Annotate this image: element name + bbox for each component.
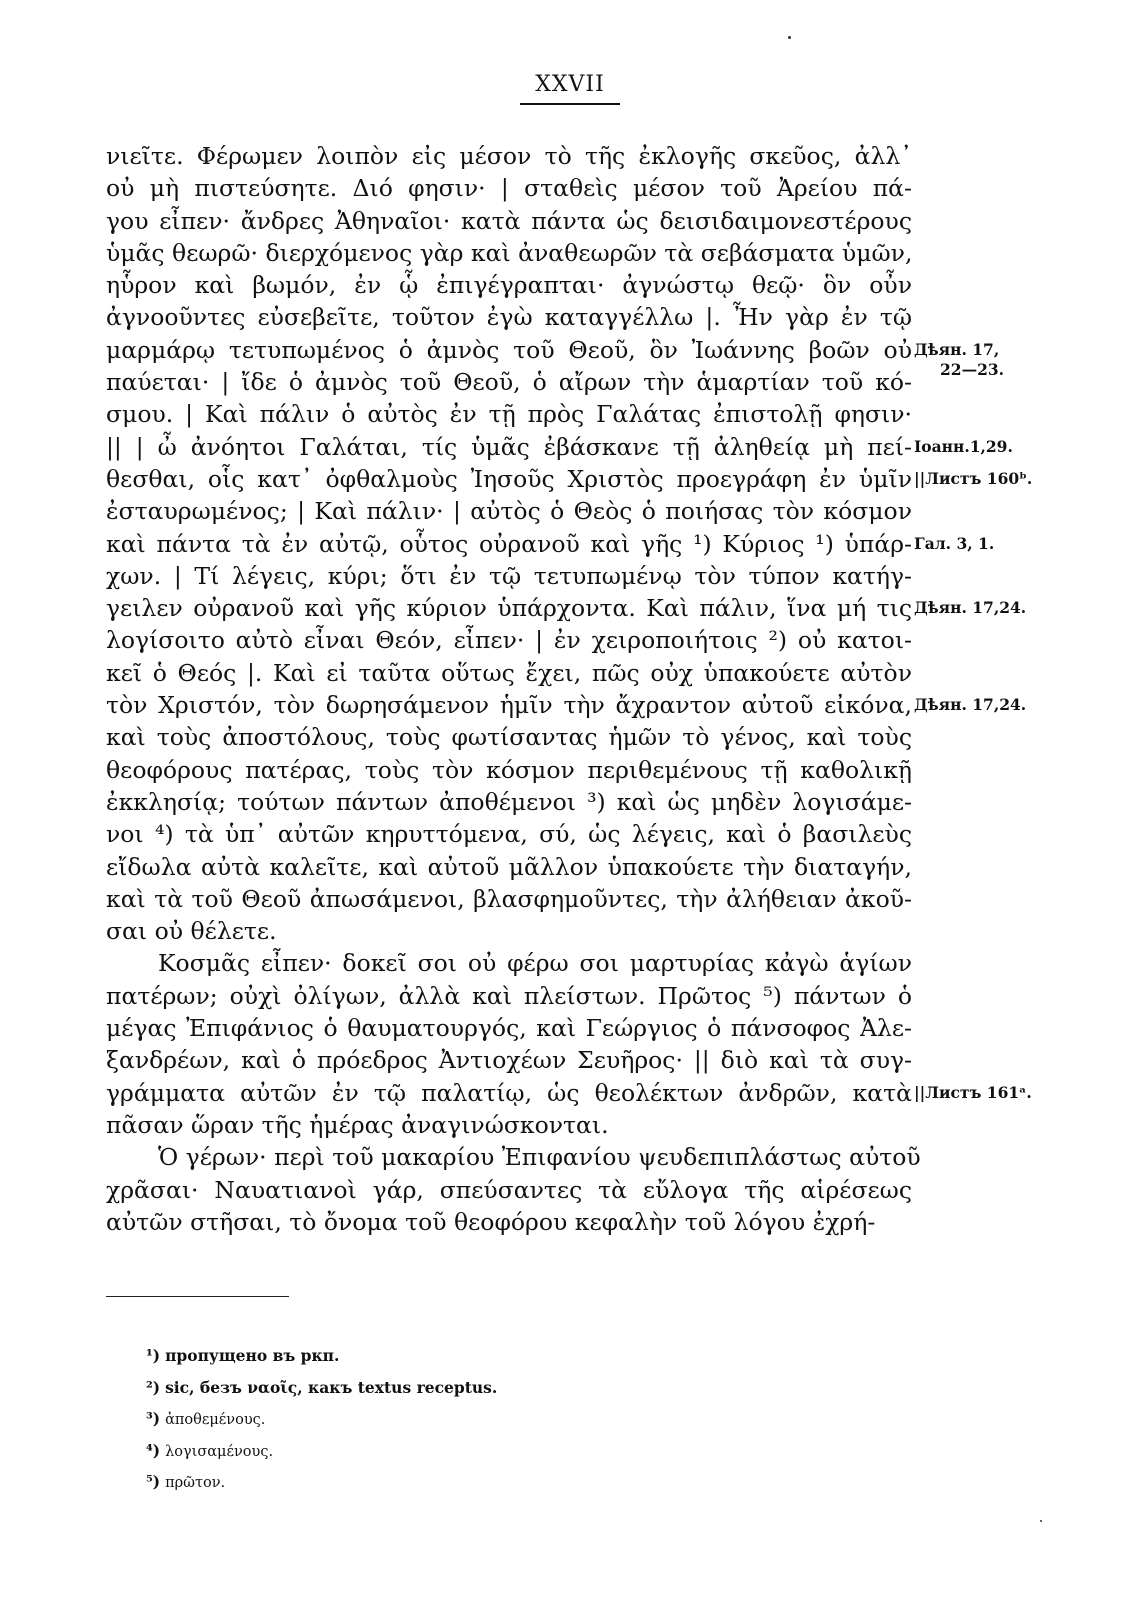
- footnote-text: πρῶτον.: [165, 1475, 226, 1491]
- body-line: νιεῖτε. Φέρωμεν λοιπὸν εἰς μέσον τὸ τῆς ἐκλογῆς σκεῦος, ἀλλ᾽: [106, 142, 912, 170]
- body-line: γράμματα αὐτῶν ἐν τῷ παλατίῳ, ὡς θεολέκτων ἀνδρῶν, κατὰ: [106, 1078, 912, 1107]
- body-line: μαρμάρῳ τετυπωμένος ὁ ἀμνὸς τοῦ Θεοῦ, ὃν Ἰωάννης βοῶν οὐ: [106, 335, 912, 364]
- footnote-divider: [106, 1296, 289, 1297]
- body-line: ἐκκλησίᾳ; τούτων πάντων ἀποθέμενοι ³) καὶ ὡς μηδὲν λογισάμε-: [106, 787, 912, 816]
- print-speck: [788, 36, 791, 39]
- body-line: λογίσοιτο αὐτὸ εἶναι Θεόν, εἶπεν· | ἐν χειροποιήτοις ²) οὐ κατοι-: [106, 626, 912, 655]
- footnote-text: sic, безъ ναοῖς, какъ textus receptus.: [165, 1377, 498, 1397]
- body-line: αὐτῶν στῆσαι, τὸ ὄνομα τοῦ θεοφόρου κεφαλὴν τοῦ λόγου ἐχρή-: [106, 1207, 876, 1236]
- page-number-underline: [520, 103, 620, 105]
- body-line: ἐσταυρωμένος; | Καὶ πάλιν· | αὐτὸς ὁ Θεὸς ὁ ποιήσας τὸν κόσμον: [106, 497, 912, 526]
- print-speck: [1040, 1520, 1042, 1522]
- body-line: καὶ τοὺς ἀποστόλους, τοὺς φωτίσαντας ἡμῶν τὸ γένος, καὶ τοὺς: [106, 723, 912, 752]
- body-line: καὶ πάντα τὰ ἐν αὐτῷ, οὗτος οὐρανοῦ καὶ γῆς ¹) Κύριος ¹) ὑπάρ-: [106, 529, 912, 558]
- body-line: χων. | Τί λέγεις, κύρι; ὅτι ἐν τῷ τετυπωμένῳ τὸν τύπον κατήγ-: [106, 561, 912, 590]
- body-line: χρᾶσαι· Ναυατιανοὶ γάρ, σπεύσαντες τὰ εὔλογα τῆς αἱρέσεως: [106, 1175, 912, 1204]
- footnote-number: ¹): [146, 1346, 161, 1365]
- body-line: ηὗρον καὶ βωμόν, ἐν ᾧ ἐπιγέγραπται· ἀγνώστῳ θεῷ· ὃν οὖν: [106, 271, 912, 300]
- footnotes: [146, 1340, 497, 1498]
- body-text: [106, 140, 921, 1238]
- body-line: καὶ τὰ τοῦ Θεοῦ ἀπωσάμενοι, βλασφημοῦντες, τὴν ἀλήθειαν ἀκοῦ-: [106, 884, 912, 913]
- footnote: [146, 1435, 497, 1467]
- footnote-number: ⁴): [146, 1440, 161, 1460]
- footnote-number: ³): [146, 1409, 161, 1428]
- body-line: θεοφόρους πατέρας, τοὺς τὸν κόσμον περιθεμένους τῇ καθολικῇ: [106, 755, 912, 784]
- body-line: || | ὦ ἀνόητοι Γαλάται, τίς ὑμᾶς ἐβάσκανε τῇ ἀληθείᾳ μὴ πεί-: [106, 432, 912, 461]
- marginal-reference: Ioанн.1,29.: [914, 436, 1013, 456]
- body-line: κεῖ ὁ Θεός |. Καὶ εἰ ταῦτα οὕτως ἔχει, πῶς οὐχ ὑπακούετε αὐτὸν: [106, 658, 912, 687]
- footnote: [146, 1340, 497, 1372]
- body-line: γου εἶπεν· ἄνδρες Ἀθηναῖοι· κατὰ πάντα ὡς δεισιδαιμονεστέρους: [106, 206, 912, 235]
- body-line: νοι ⁴) τὰ ὑπ᾽ αὐτῶν κηρυττόμενα, σύ, ὡς λέγεις, καὶ ὁ βασιλεὺς: [106, 820, 912, 849]
- footnote: [146, 1466, 497, 1498]
- footnote-text: пропущено въ ркп.: [165, 1346, 340, 1365]
- body-line: εἴδωλα αὐτὰ καλεῖτε, καὶ αὐτοῦ μᾶλλον ὑπακούετε τὴν διαταγήν,: [106, 852, 912, 881]
- footnote-text: ἀποθεμένους.: [165, 1412, 266, 1428]
- body-line: πατέρων; οὐχὶ ὀλίγων, ἀλλὰ καὶ πλείστων. Πρῶτος ⁵) πάντων ὁ: [106, 981, 912, 1010]
- footnote: [146, 1372, 497, 1404]
- marginal-reference: Дѣян. 17,24.: [914, 695, 1027, 715]
- footnote: [146, 1403, 497, 1435]
- body-line: πᾶσαν ὥραν τῆς ἡμέρας ἀναγινώσκονται.: [106, 1110, 609, 1139]
- footnote-number: ²): [146, 1377, 161, 1397]
- footnote-number: ⁵): [146, 1472, 161, 1491]
- marginal-reference: Дѣян. 17,: [914, 339, 1000, 359]
- body-line: οὐ μὴ πιστεύσητε. Διό φησιν· | σταθεὶς μέσον τοῦ Ἀρείου πά-: [106, 174, 912, 203]
- page-number-text: XXVII: [535, 72, 605, 97]
- body-line: ἀγνοοῦντες εὐσεβεῖτε, τοῦτον ἐγὼ καταγγέλλω |. Ἦν γὰρ ἐν τῷ: [106, 303, 912, 332]
- marginal-reference: ||Листъ 160ᵇ.: [914, 469, 1033, 488]
- page-number: [0, 72, 1140, 105]
- body-line: ὑμᾶς θεωρῶ· διερχόμενος γὰρ καὶ ἀναθεωρῶν τὰ σεβάσματα ὑμῶν,: [106, 238, 913, 267]
- body-line: Ὁ γέρων· περὶ τοῦ μακαρίου Ἐπιφανίου ψευδεπιπλάστως αὐτοῦ: [158, 1143, 921, 1172]
- body-line: ξανδρέων, καὶ ὁ πρόεδρος Ἀντιοχέων Σευῆρος· || διὸ καὶ τὰ συγ-: [106, 1046, 912, 1075]
- body-line: γειλεν οὐρανοῦ καὶ γῆς κύριον ὑπάρχοντα. Καὶ πάλιν, ἵνα μή τις: [106, 594, 912, 623]
- body-line: σμου. | Καὶ πάλιν ὁ αὐτὸς ἐν τῇ πρὸς Γαλάτας ἐπιστολῇ φησιν·: [106, 400, 912, 429]
- body-line: σαι οὐ θέλετε.: [106, 917, 277, 946]
- marginal-reference: Дѣян. 17,24.: [914, 598, 1027, 618]
- marginal-reference: Гал. 3, 1.: [914, 533, 995, 553]
- body-line: τὸν Χριστόν, τὸν δωρησάμενον ἡμῖν τὴν ἄχραντον αὐτοῦ εἰκόνα,: [106, 691, 912, 720]
- marginal-reference: 22—23.: [940, 359, 1005, 379]
- body-line: Κοσμᾶς εἶπεν· δοκεῖ σοι οὐ φέρω σοι μαρτυρίας κἀγὼ ἁγίων: [158, 949, 912, 978]
- footnote-text: λογισαμένους.: [165, 1443, 274, 1460]
- body-line: θεσθαι, οἷς κατ᾽ ὀφθαλμοὺς Ἰησοῦς Χριστὸς προεγράφη ἐν ὑμῖν: [106, 464, 912, 493]
- marginal-reference: ||Листъ 161ᵃ.: [914, 1082, 1032, 1102]
- body-line: παύεται· | ἴδε ὁ ἀμνὸς τοῦ Θεοῦ, ὁ αἴρων τὴν ἁμαρτίαν τοῦ κό-: [106, 368, 912, 397]
- body-line: μέγας Ἐπιφάνιος ὁ θαυματουργός, καὶ Γεώργιος ὁ πάνσοφος Ἀλε-: [106, 1014, 912, 1043]
